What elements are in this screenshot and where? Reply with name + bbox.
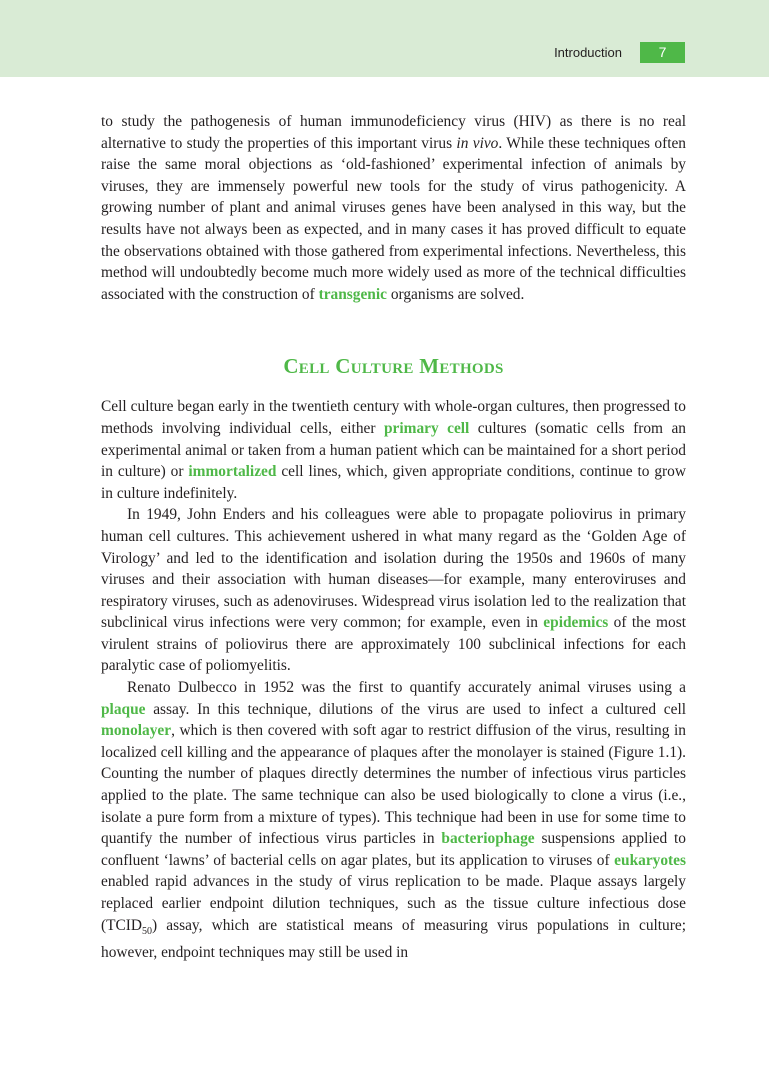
italic-in-vivo: in vivo — [456, 134, 499, 152]
text: to study the pathogenesis of human immunodeficiency virus (HIV) as there is no real alternative to study the properties of this important virus — [101, 113, 686, 152]
paragraph-intro-continuation — [101, 111, 686, 305]
text: cultures (somatic cells from an experimental animal or taken from a human patient which can be maintained for a short period in culture) or — [101, 419, 686, 481]
glossary-term-plaque: plaque — [101, 700, 146, 718]
text: Cell culture began early in the twentieth century with whole-organ cultures, then progressed to methods involving individual cells, either — [101, 398, 686, 437]
page-number: 7 — [640, 42, 685, 63]
text: organisms are solved. — [386, 285, 525, 303]
text: of the most virulent strains of poliovirus there are approximately 100 subclinical infections for each paralytic case of poliomyelitis. — [101, 614, 686, 675]
glossary-term-monolayer: monolayer — [101, 722, 172, 740]
glossary-term-bacteriophage: bacteriophage — [441, 830, 535, 848]
running-head: Introduction — [554, 45, 622, 60]
glossary-term-transgenic: transgenic — [318, 285, 387, 303]
glossary-term-immortalized: immortalized — [188, 463, 277, 481]
glossary-term-primary-cell: primary cell — [383, 419, 470, 437]
header-band — [0, 0, 769, 77]
text: ) assay, which are statistical means of measuring virus populations in culture; however, endpoint techniques may still be used in — [101, 916, 686, 962]
text: suspensions applied to confluent ‘lawns’ of bacterial cells on agar plates, but its application to viruses of — [101, 830, 686, 869]
glossary-term-epidemics: epidemics — [543, 614, 609, 632]
text: assay. In this technique, dilutions of the virus are used to infect a cultured cell — [145, 700, 686, 718]
text: enabled rapid advances in the study of virus replication to be made. Plaque assays largely replaced earlier endpoint dilution techniques, such as the tissue culture infectious dose (TCID — [101, 873, 686, 934]
section-heading: Cell Culture Methods — [283, 354, 504, 379]
paragraph-cell-culture — [101, 396, 686, 504]
text: , which is then covered with soft agar to restrict diffusion of the virus, resulting in localized cell killing and the appearance of plaques after the monolayer is stained (Figure 1.1). Counting the number of plaques directly determines the number of infectious virus particles applied to the plate. The same technique can also be used biologically to clone a virus (i.e., isolate a pure form from a mixture of types). This technique had been in use for some time to quantify the number of infectious virus particles in — [101, 722, 686, 848]
paragraph-dulbecco — [101, 677, 686, 964]
text: In 1949, John Enders and his colleagues were able to propagate poliovirus in primary human cell cultures. This achievement ushered in what many regard as the ‘Golden Age of Virology’ and led to the identification and isolation during the 1950s and 1960s of many viruses and their association with human diseases—for example, many enteroviruses and respiratory viruses, such as adenoviruses. Widespread virus isolation led to the realization that subclinical virus infections were very common; for example, even in — [101, 506, 686, 632]
text: Renato Dulbecco in 1952 was the first to quantify accurately animal viruses using a — [127, 679, 686, 697]
glossary-term-eukaryotes: eukaryotes — [614, 851, 686, 869]
text: cell lines, which, given appropriate conditions, continue to grow in culture indefinitely. — [101, 463, 686, 502]
paragraph-enders — [101, 504, 686, 677]
page-body — [101, 111, 686, 964]
text: . While these techniques often raise the same moral objections as ‘old-fashioned’ experimental infection of animals by viruses, they are immensely powerful new tools for the study of virus pathogenicity. A growing number of plant and animal viruses genes have been analysed in this way, but the results have not always been as expected, and in many cases it has proved difficult to equate the observations obtained with those gathered from experimental infections. Nevertheless, this method will undoubtedly become much more widely used as more of the technical difficulties associated with the construction of — [101, 134, 686, 303]
subscript-50: 50 — [142, 925, 153, 937]
